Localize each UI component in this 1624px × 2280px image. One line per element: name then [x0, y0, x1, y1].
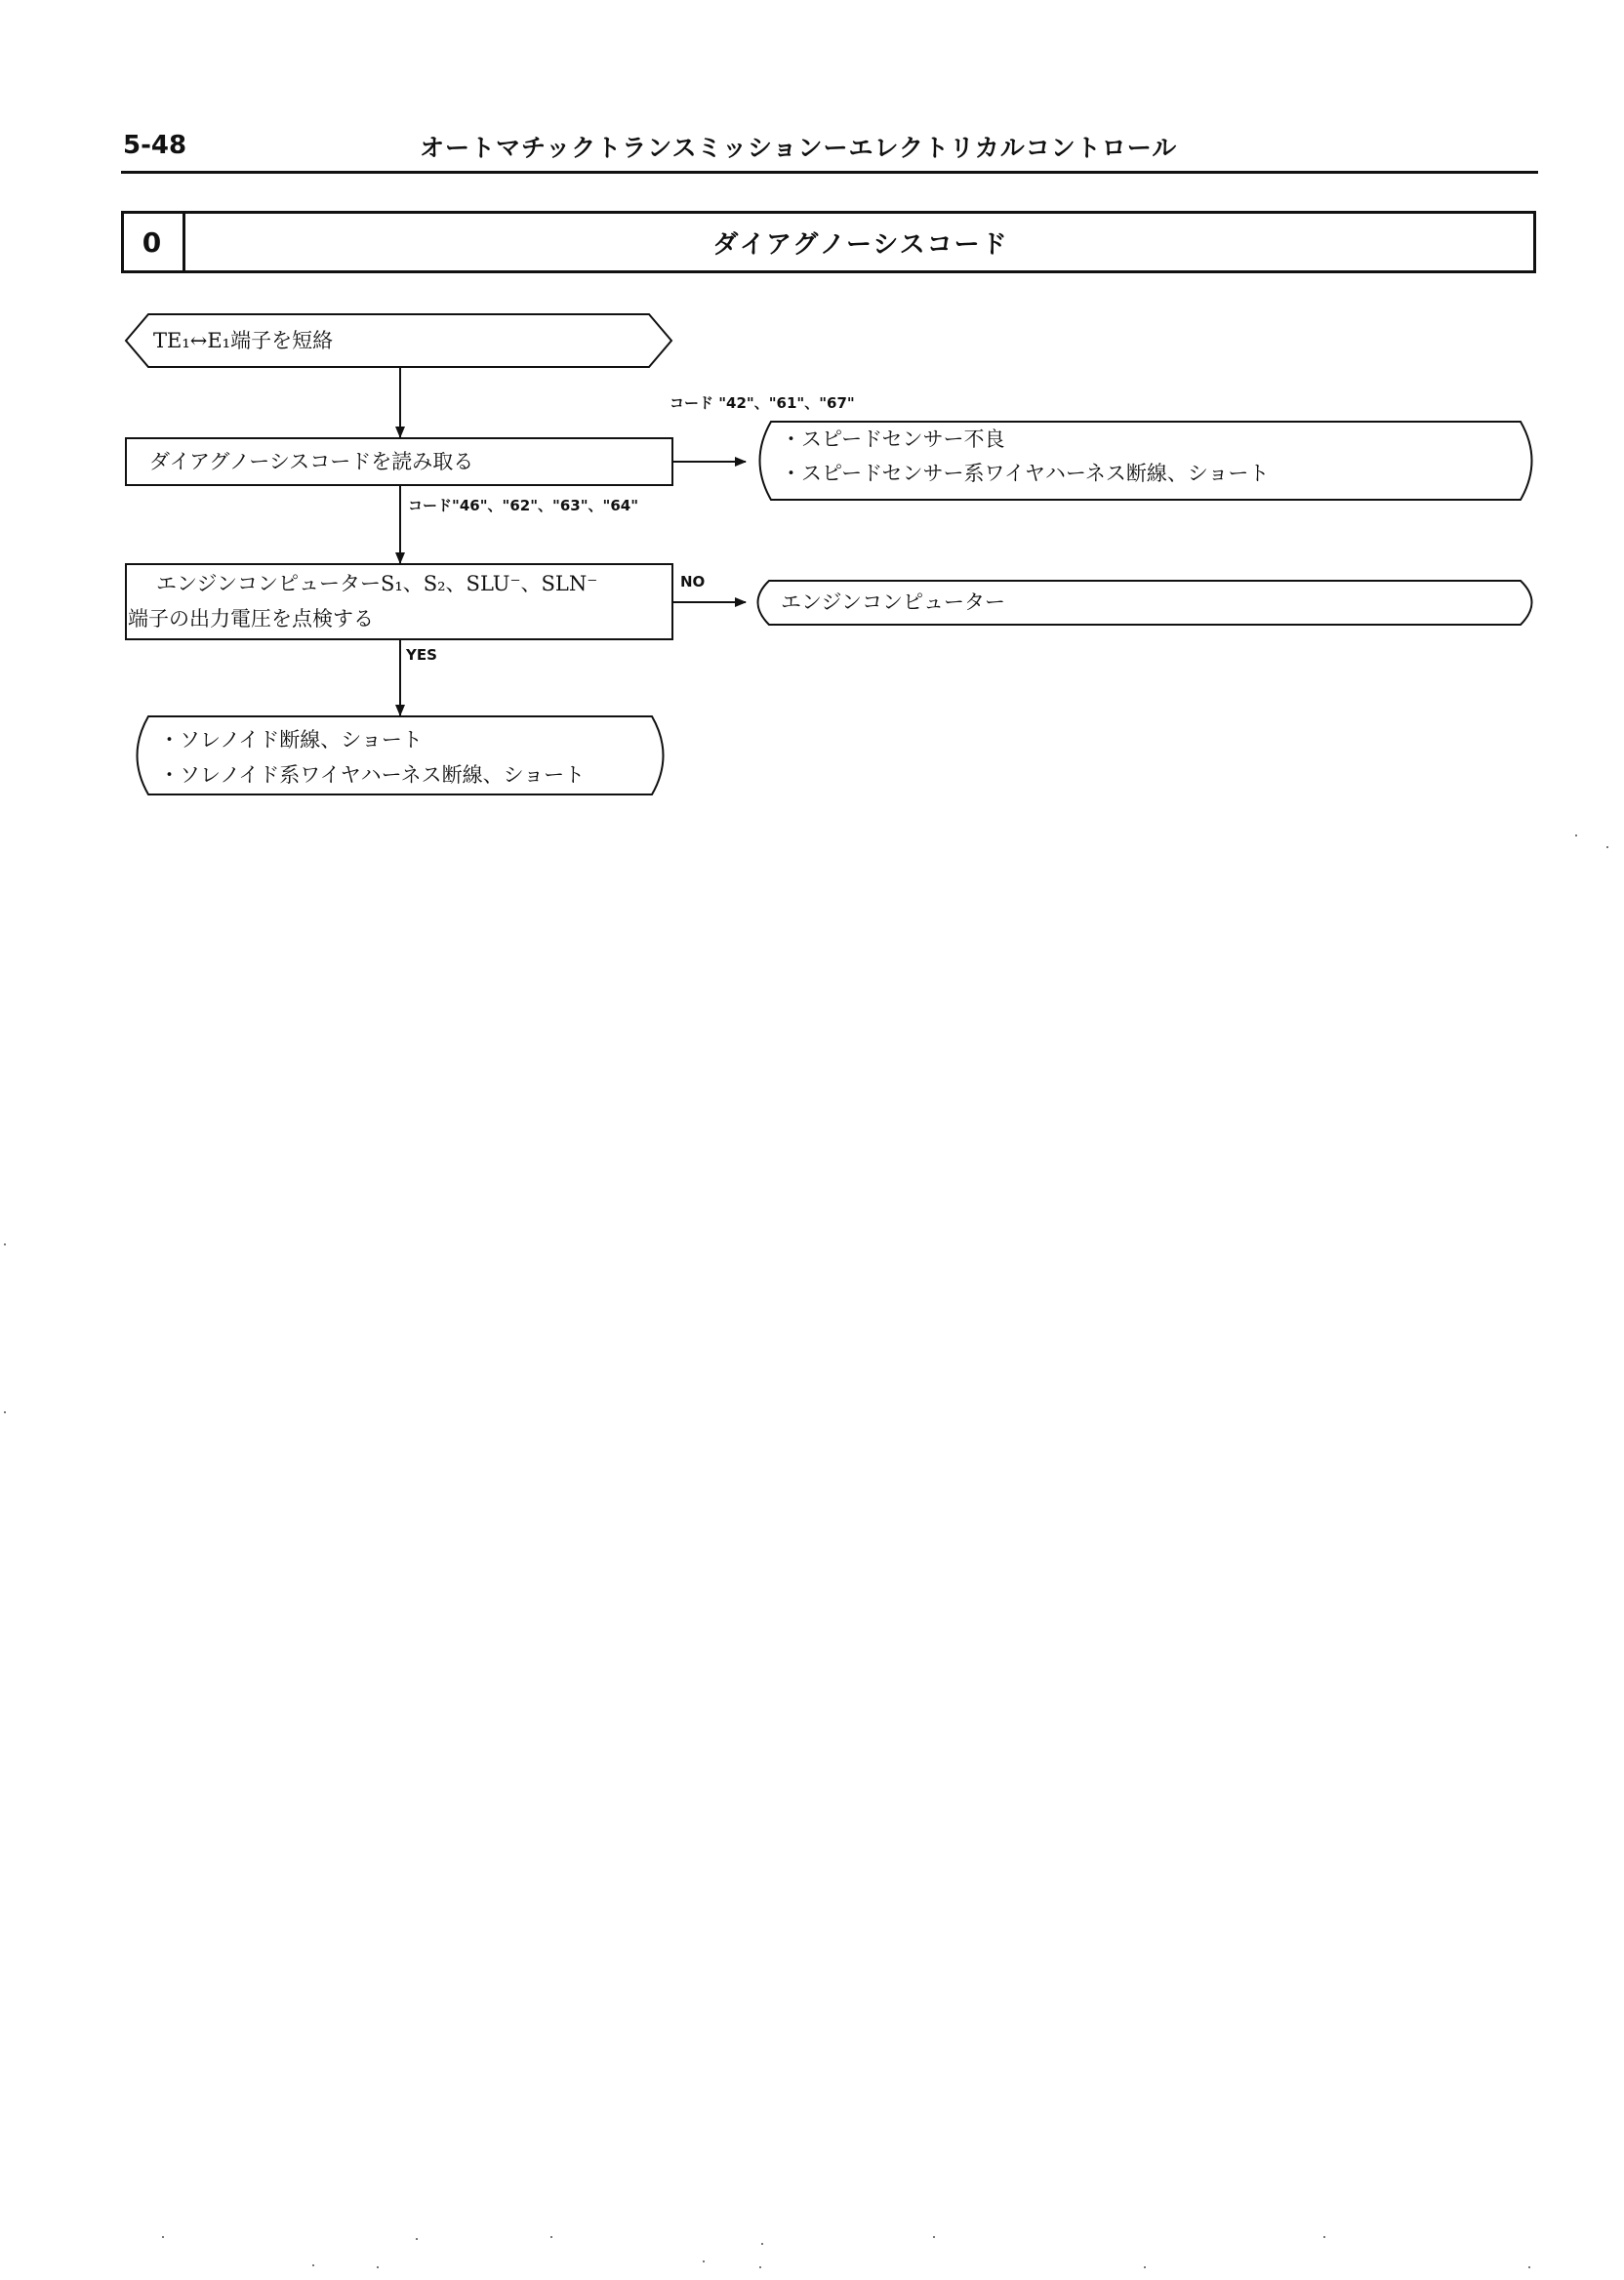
down1-label: コード"46"、"62"、"63"、"64" [408, 497, 639, 514]
result3-line2: ・ソレノイド系ワイヤハーネス断線、ショート [159, 763, 586, 787]
scan-speck [933, 2236, 935, 2238]
scan-speck [761, 2243, 763, 2245]
result1-line1: ・スピードセンサー不良 [781, 428, 1005, 451]
section-number: 0 [121, 211, 185, 273]
scan-speck [162, 2236, 164, 2238]
no-label: NO [680, 573, 706, 590]
result2-text: エンジンコンピューター [781, 590, 1005, 614]
step2-line1: エンジンコンピューターS₁、S₂、SLU⁻、SLN⁻ [156, 572, 598, 595]
scan-speck [759, 2266, 761, 2268]
page-number: 5-48 [123, 131, 187, 160]
scan-speck [703, 2260, 705, 2262]
scan-speck [312, 2264, 314, 2266]
scan-speck [4, 1411, 6, 1413]
result3-line1: ・ソレノイド断線、ショート [159, 728, 423, 752]
step2-line2: 端子の出力電圧を点検する [128, 607, 374, 631]
branch1-label: コード "42"、"61"、"67" [670, 394, 855, 412]
scan-speck [1528, 2266, 1530, 2268]
scan-speck [1144, 2266, 1146, 2268]
scan-speck [550, 2236, 552, 2238]
result1-line2: ・スピードセンサー系ワイヤハーネス断線、ショート [781, 462, 1270, 485]
scan-speck [1323, 2236, 1325, 2238]
yes-label: YES [406, 646, 437, 664]
page-header-title: オートマチックトランスミッションーエレクトリカルコントロール [420, 134, 1178, 162]
start-node-text: TE₁↔E₁端子を短絡 [153, 329, 334, 352]
section-title: ダイアグノーシスコード [712, 229, 1009, 260]
scan-speck [377, 2266, 379, 2268]
scan-speck [4, 1243, 6, 1245]
scan-speck [1606, 846, 1608, 848]
scan-speck [1575, 835, 1577, 836]
scan-speck [416, 2238, 418, 2240]
step1-text: ダイアグノーシスコードを読み取る [149, 450, 474, 473]
